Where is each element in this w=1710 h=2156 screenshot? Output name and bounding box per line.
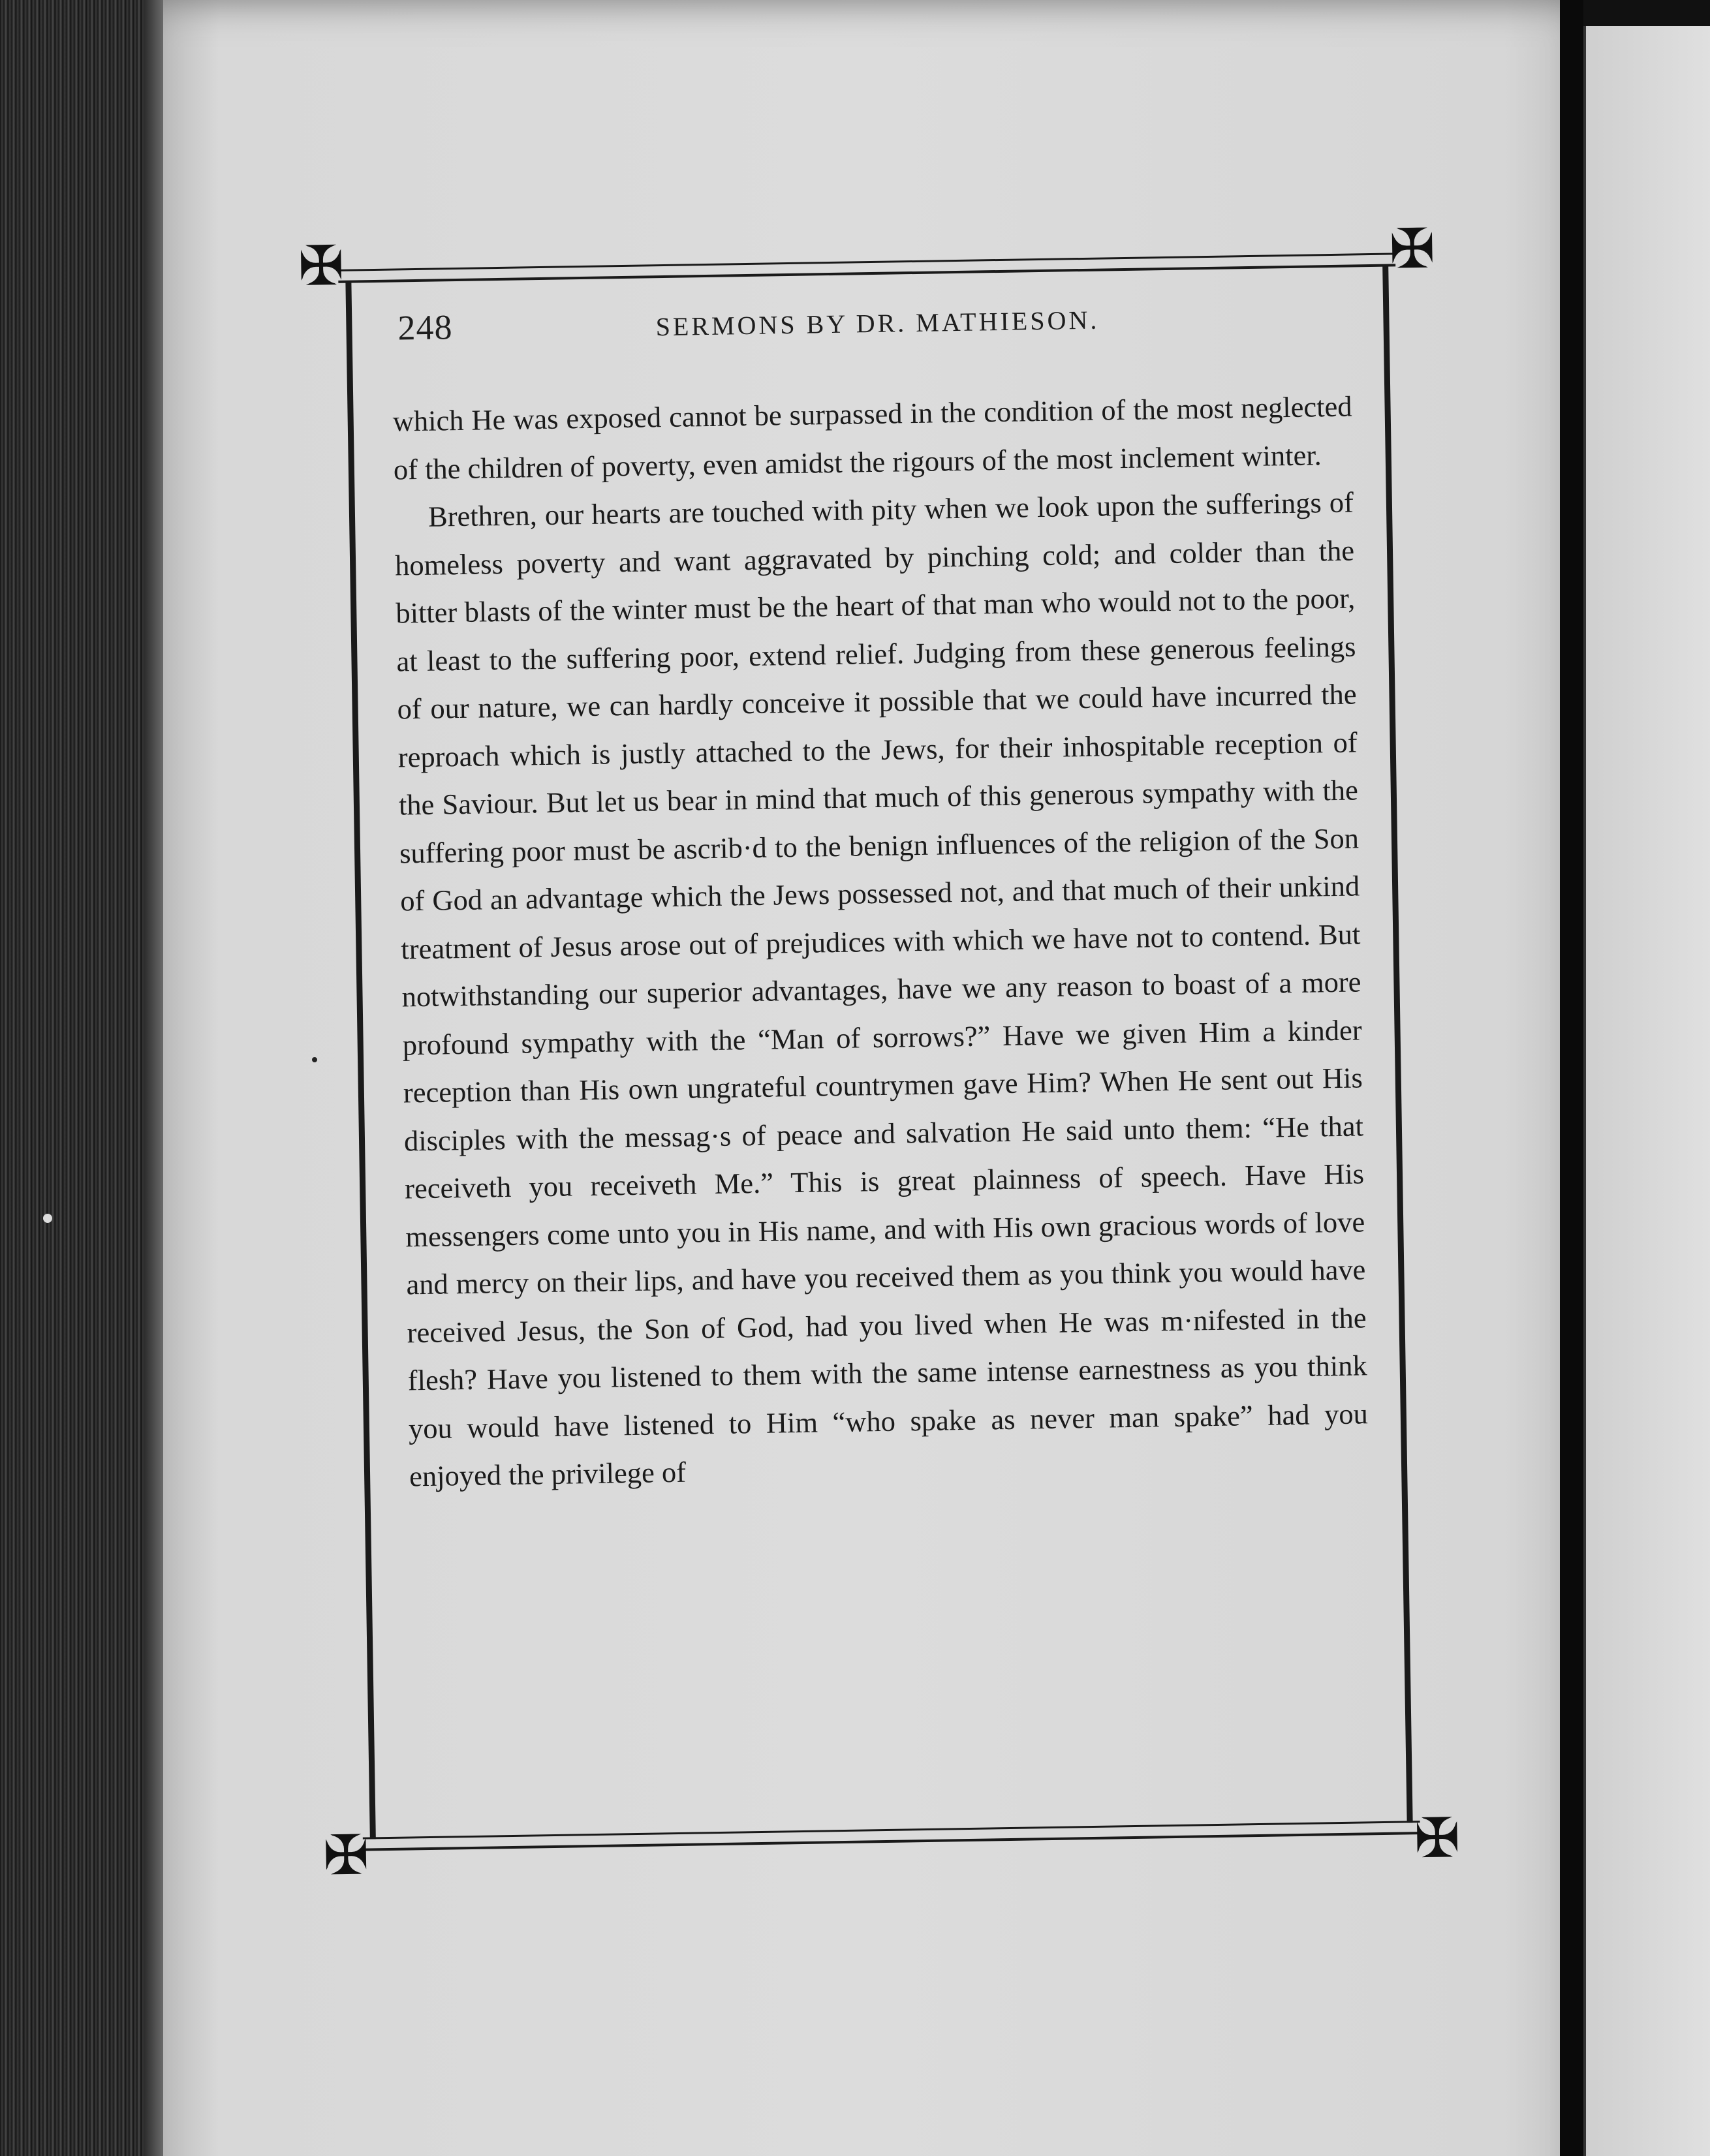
maltese-cross-icon: ✠	[322, 1823, 370, 1888]
page-header	[397, 293, 1345, 360]
scan-speck	[43, 1214, 52, 1223]
maltese-cross-icon: ✠	[1388, 216, 1436, 281]
ornamental-border-frame	[298, 216, 1461, 1888]
scan-speck	[312, 1057, 317, 1062]
paragraph-continued: which He was exposed cannot be surpassed in the condition of the most neglected of the children of poverty, even amidst the rigours of the most inclement winter.	[392, 390, 1352, 486]
running-title: SERMONS BY DR. MATHIESON.	[655, 305, 1100, 342]
page-number: 248	[397, 307, 453, 348]
book-edge-left	[0, 0, 163, 2156]
page-gutter-divider	[1560, 0, 1583, 2156]
maltese-cross-icon: ✠	[298, 233, 345, 298]
maltese-cross-icon: ✠	[1414, 1806, 1461, 1871]
facing-page-edge	[1583, 26, 1710, 2156]
sermon-text	[392, 383, 1369, 1501]
facing-page-top-edge	[1583, 0, 1710, 26]
paragraph: Brethren, our hearts are touched with pity when we look upon the sufferings of homeless poverty and want aggravated by pinching cold; and colder than the bitter blasts of the winter must be the heart of that man who would not to the poor, at least to the suffering poor, extend relief. Judging from these generous feelings of our nature, we can hardly conceive it possible that we could have incurred the reproach which is justly attached to the Jews, for their inhospitable reception of the Saviour. But let us bear in mind that much of this generous sympathy with the suffering poor must be ascrib·d to the benign influences of the religion of the Son of God an advantage which the Jews possessed not, and that much of their unkind treatment of Jesus arose out of prejudices with which we have not to contend. But notwithstanding our superior advantages, have we any reason to boast of a more profound sympathy with the “Man of sorrows?” Have we given Him a kinder reception than His own ungrateful countrymen gave Him? When He sent out His disciples with the messag·s of peace and salvation He said unto them: “He that receiveth you receiveth Me.” This is great plainness of speech. Have His messengers come unto you in His name, and with His own gracious words of love and mercy on their lips, and have you received them as you think you would have received Jesus, the Son of God, had you lived when He was m·nifested in the flesh? Have you listened to them with the same intense earnestness as you think you would have listened to Him “who spake as never man spake” had you enjoyed the privilege of	[394, 485, 1369, 1493]
